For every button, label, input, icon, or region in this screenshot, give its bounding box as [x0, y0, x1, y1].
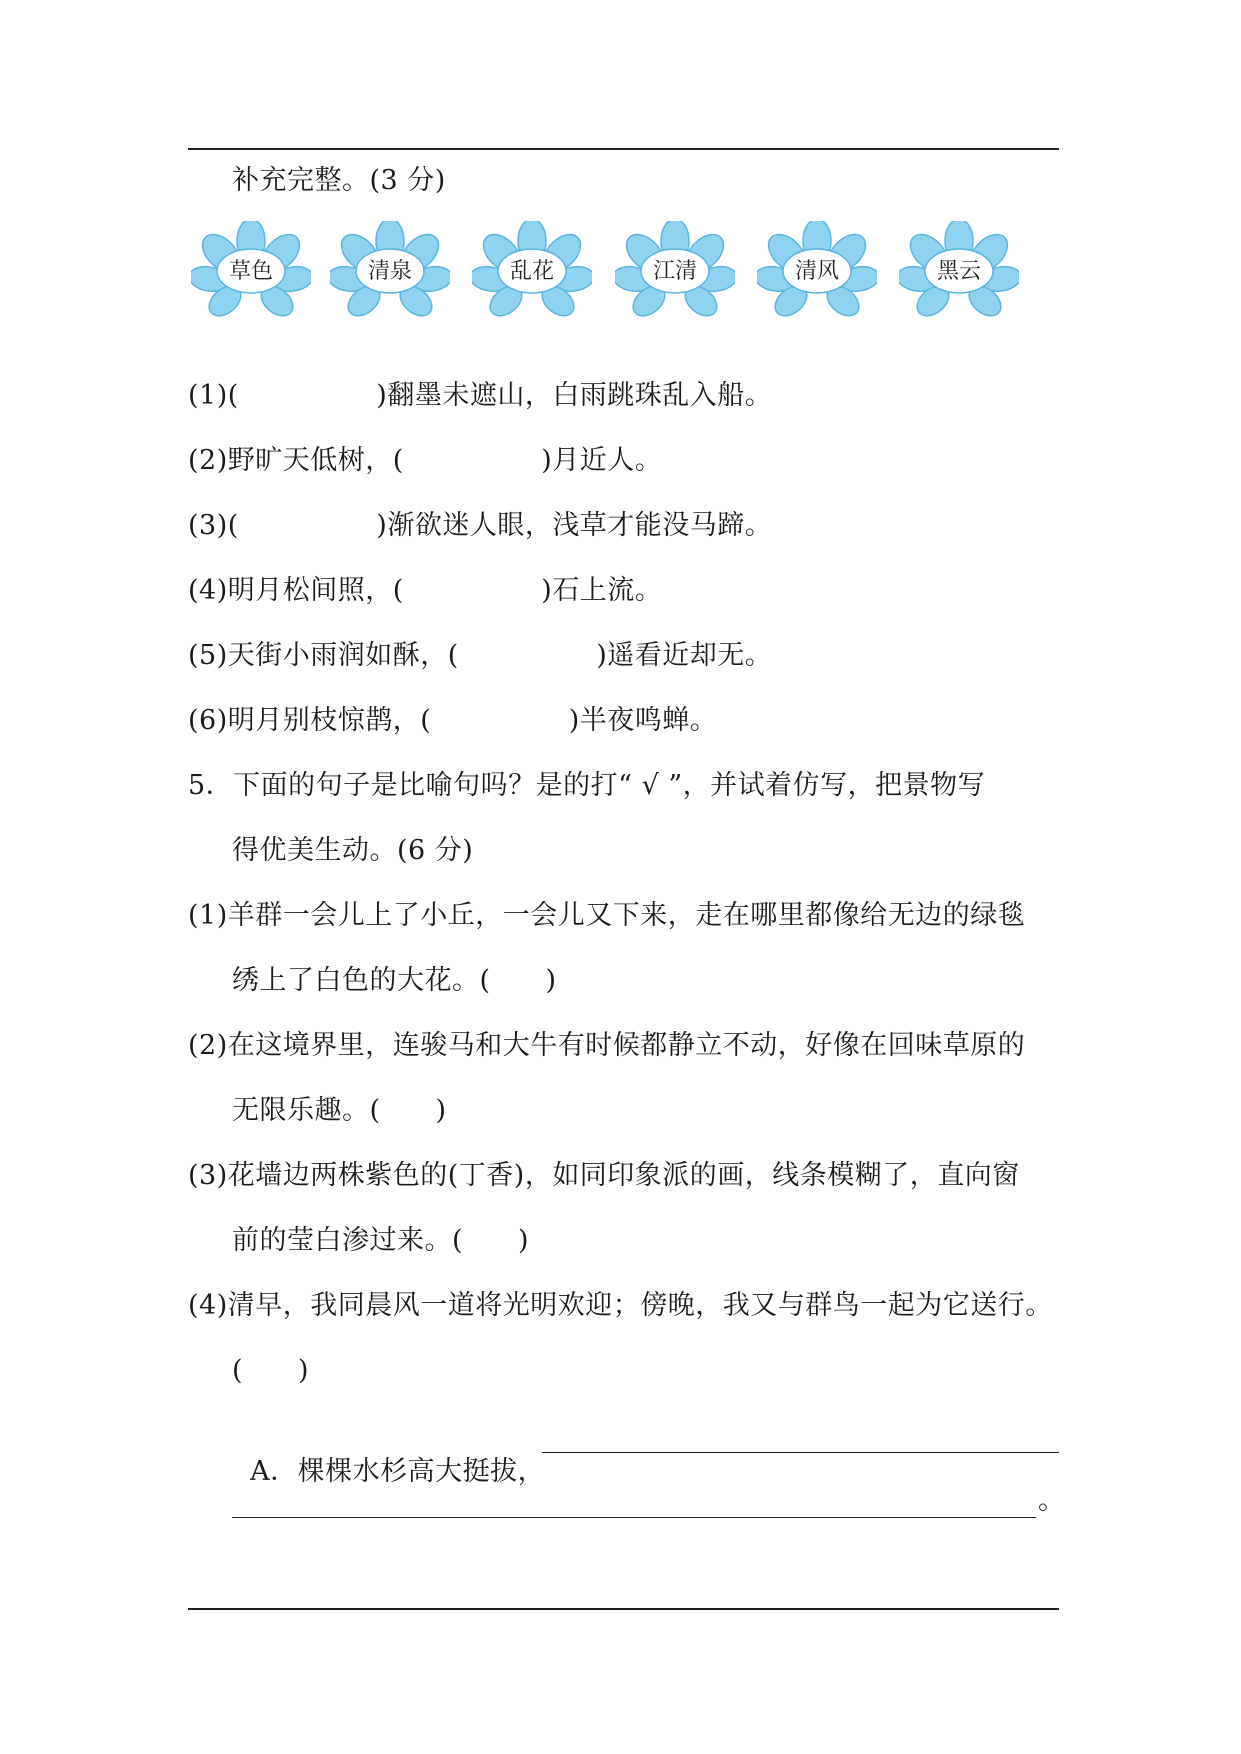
word-flower-2 — [330, 221, 450, 317]
sentence-2-cont: 无限乐趣。( ) — [232, 1095, 447, 1126]
poem-item-5: (5)天街小雨润如酥，( )遥看近却无。 — [188, 640, 773, 671]
sentence-1-cont: 绣上了白色的大花。( ) — [232, 965, 557, 996]
word-flower-1 — [191, 221, 311, 317]
end-period: 。 — [1038, 1485, 1066, 1516]
answer-line-1[interactable] — [542, 1452, 1059, 1453]
flower-word: 乱花 — [509, 258, 554, 284]
sentence-4-cont: ( ) — [232, 1355, 310, 1386]
bottom-rule — [188, 1608, 1059, 1610]
sentence-3-cont: 前的莹白渗过来。( ) — [232, 1225, 530, 1256]
sentence-3: (3)花墙边两株紫色的(丁香)，如同印象派的画，线条模糊了，直向窗 — [188, 1160, 1020, 1191]
flower-word: 草色 — [228, 258, 273, 284]
imitation-prompt — [232, 1418, 545, 1490]
instruction-text: 补充完整。(3 分) — [232, 165, 446, 196]
top-rule — [188, 148, 1059, 150]
word-flower-3 — [472, 221, 592, 317]
sentence-1: (1)羊群一会儿上了小丘，一会儿又下来，走在哪里都像给无边的绿毯 — [188, 900, 1026, 931]
flower-word: 黑云 — [936, 258, 981, 284]
poem-item-2: (2)野旷天低树，( )月近人。 — [188, 445, 663, 476]
flower-word: 清风 — [794, 258, 839, 284]
poem-item-6: (6)明月别枝惊鹊，( )半夜鸣蝉。 — [188, 705, 718, 736]
imitation-prompt-text: A．棵棵水杉高大挺拔， — [250, 1456, 546, 1487]
question-5-heading-cont: 得优美生动。(6 分) — [232, 835, 474, 866]
sentence-2: (2)在这境界里，连骏马和大牛有时候都静立不动，好像在回味草原的 — [188, 1030, 1026, 1061]
poem-item-4: (4)明月松间照，( )石上流。 — [188, 575, 663, 606]
word-flower-6 — [899, 221, 1019, 317]
poem-item-3: (3)( )渐欲迷人眼，浅草才能没马蹄。 — [188, 510, 773, 541]
question-5-heading: 5．下面的句子是比喻句吗？是的打“ √ ”，并试着仿写，把景物写 — [188, 770, 986, 801]
poem-item-1: (1)( )翻墨未遮山，白雨跳珠乱入船。 — [188, 380, 773, 411]
sentence-4: (4)清早，我同晨风一道将光明欢迎；傍晚，我又与群鸟一起为它送行。 — [188, 1290, 1053, 1321]
flower-word: 清泉 — [367, 258, 412, 284]
word-flower-5 — [757, 221, 877, 317]
word-flower-4 — [615, 221, 735, 317]
answer-line-2[interactable] — [232, 1517, 1036, 1518]
flower-word: 江清 — [652, 258, 697, 284]
